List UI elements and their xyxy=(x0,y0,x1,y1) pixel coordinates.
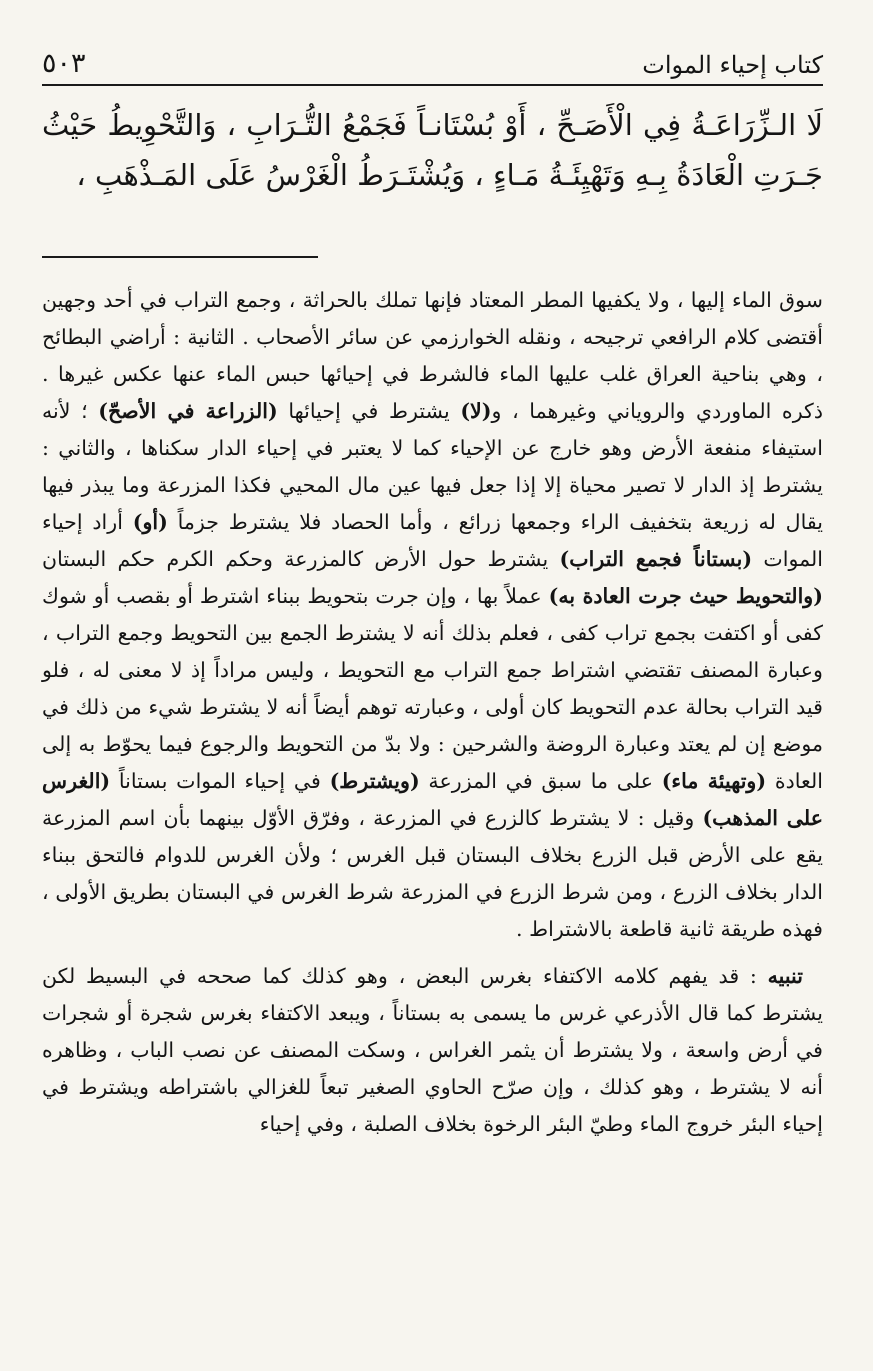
commentary-text: عملاً بها ، وإن جرت بتحويط ببناء اشترط أو بقصب أو شوك كفى أو اكتفت بجمع تراب كفى ، فعلم بذلك أنه لا يشترط الجمع بين التحويط وجمع التراب ، وعبارة المصنف تقتضي اشتراط جمع التراب مع التحويط ، وليس مراداً إذ لا معنى له ، فلو قيد التراب بحالة عدم التحويط كان أولى ، وعبارته توهم أيضاً أنه لا يشترط شيء من ذلك في موضع إن لم يعتد وعبارة الروضة والشرحين : ولا بدّ من التحويط والرجوع فيما يحوّط به إلى العادة xyxy=(42,584,823,793)
quoted-matn: (لا) xyxy=(460,399,492,423)
page-header xyxy=(42,46,823,86)
commentary-text: يشترط في إحيائها xyxy=(277,399,461,423)
commentary-text: سوق الماء إليها ، ولا يكفيها المطر المعتاد فإنها تملك بالحراثة ، وجمع التراب في أحد وجهين أقتضى كلام الرافعي ترجيحه ، ونقله الخوارزمي عن سائر الأصحاب . الثانية : أراضي البطائح ، وهي بناحية العراق غلب عليها الماء فالشرط في إحيائها حبس الماء عنها عكس غيرها . ذكره الماوردي والروياني وغيرهما ، و xyxy=(42,288,824,423)
separator-rule xyxy=(42,256,318,258)
commentary-text: على ما سبق في المزرعة xyxy=(419,769,662,793)
commentary-text: ؛ لأنه استيفاء منفعة الأرض وهو خارج عن الإحياء كما لا يعتبر في إحياء الدار سكناها ، والثاني : يشترط إذ الدار لا تصير محياة إلا إذا جعل فيها عين مال المحيي فكذا المزرعة وما يبذر فيها يقال له زريعة بتخفيف الراء وجمعها زرائع ، وأما الحصاد فلا يشترط جزماً xyxy=(42,399,823,534)
note-text: : قد يفهم كلامه الاكتفاء بغرس البعض ، وهو كذلك كما صححه في البسيط لكن يشترط كما قال الأذرعي غرس ما يسمى به بستاناً ، ويبعد الاكتفاء بغرس شجرة أو شجرات في أرض واسعة ، ولا يشترط أن يثمر الغراس ، وسكت المصنف عن نصب الباب ، وظاهره أنه لا يشترط ، وهو كذلك ، وإن صرّح الحاوي الصغير تبعاً للغزالي باشتراطه ويشترط في إحياء البئر خروج الماء وطيّ البئر الرخوة بخلاف الصلبة ، وفي إحياء xyxy=(42,964,823,1136)
commentary-text: وقيل : لا يشترط كالزرع في المزرعة ، وفرّق الأوّل بينهما بأن اسم المزرعة يقع على الأرض قبل الزرع بخلاف البستان قبل الغرس ؛ ولأن الغرس للدوام فالتحق ببناء الدار بخلاف الزرع ، ومن شرط الزرع في المزرعة شرط الغرس في البستان بطريق الأولى ، فهذه طريقة ثانية قاطعة بالاشتراط . xyxy=(42,806,823,941)
commentary-paragraph xyxy=(42,282,823,948)
commentary xyxy=(42,282,823,1143)
commentary-text: أراد إحياء الموات xyxy=(42,510,823,571)
note-label: تنبيه xyxy=(767,964,803,988)
page-number: ٥٠٣ xyxy=(42,48,86,79)
quoted-matn: (بستاناً فجمع التراب) xyxy=(559,547,753,571)
note-paragraph xyxy=(42,958,823,1143)
quoted-matn: (والتحويط حيث جرت العادة به) xyxy=(548,584,823,608)
commentary-text: في إحياء الموات بستاناً xyxy=(110,769,330,793)
quoted-matn: (الغرس على المذهب) xyxy=(42,769,823,830)
main-text: لَا الـزِّرَاعَـةُ فِي الْأَصَـحِّ ، أَوْ بُسْتَانـاً فَجَمْعُ التُّـرَابِ ، وَالتَّحْوِيطُ حَيْثُ جَـرَتِ الْعَادَةُ بِـهِ وَتَهْيِئَـةُ مَـاءٍ ، وَيُشْتَـرَطُ الْغَرْسُ عَلَى المَـذْهَبِ ، xyxy=(42,108,823,192)
quoted-matn: (أو) xyxy=(132,510,168,534)
commentary-text: يشترط حول الأرض كالمزرعة وحكم الكرم حكم البستان xyxy=(42,547,560,571)
quoted-matn: (وتهيئة ماء) xyxy=(661,769,767,793)
running-title: كتاب إحياء الموات xyxy=(642,51,823,79)
quoted-matn: (الزراعة في الأصحّ) xyxy=(98,399,278,423)
quoted-matn: (ويشترط) xyxy=(329,769,420,793)
